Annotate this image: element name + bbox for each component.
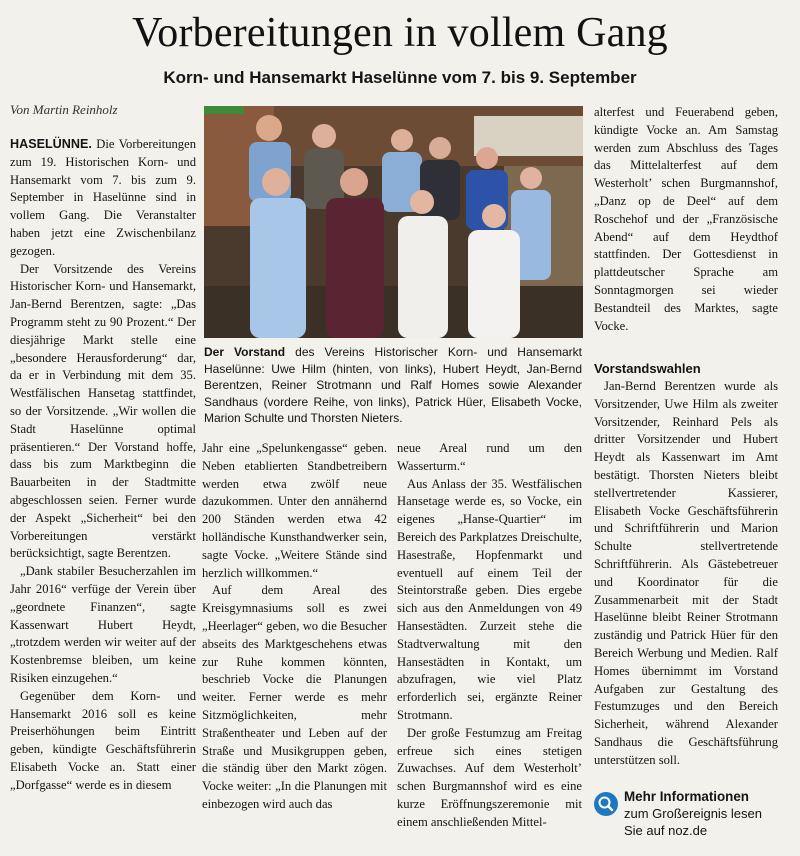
paragraph: Jahr eine „Spelunkengasse“ geben. Neben etablierten Standbetreibern werden etwa zwölf neue dazukommen. Unter den annähernd 200 Ständen werden etwa 42 holländische Kunsthandwerker sein, sagte Vocke. „Weitere Stände sind herzlich willkommen.“ (202, 441, 387, 580)
column-5 (594, 360, 778, 780)
info-title: Mehr Informationen (624, 789, 749, 804)
info-line-1: zum Großereignis lesen (624, 806, 762, 821)
column-3 (397, 440, 582, 848)
paragraph: Jan-Bernd Berentzen wurde als Vorsitzender, Uwe Hilm als zweiter Vorsitzender, Reinhard Pels als dritter Vorsitzender und Hubert Heydt als Kassenwart im Amt bestätigt. Thorsten Nieters bleibt stellvertretender Kassierer, Elisabeth Vocke Geschäftsführerin und Schriftführerin und Marion Schulte stellvertretende Schriftführerin. Als Gästebetreuer und Koordinator für die Zusammenarbeit mit der Stadt Haselünne bleibt Reiner Strotmann zuständig und Patrick Hüer für den Bereich Werbung und Medien. Ralf Homes übernimmt im Vorstand Aufgaben zur Gestaltung des Festumzuges und den Bereich Sicherheit, während Alexander Sandhaus die Geschäftsführung unterstützen soll. (594, 379, 778, 767)
headline: Vorbereitungen in vollem Gang (132, 10, 668, 56)
lead-paragraph (10, 136, 196, 261)
info-line-2[interactable]: Sie auf noz.de (624, 823, 708, 838)
group-photo-image (204, 106, 583, 338)
byline: Von Martin Reinholz (10, 102, 118, 117)
paragraph: Gegenüber dem Korn- und Hansemarkt 2016 soll es keine Preiserhöhungen beim Eintritt geben, kündigte Geschäftsführerin Elisabeth Vocke an. Statt einer „Dorfgasse“ werde es in diesem (10, 688, 196, 792)
caption-text: des Vereins Historischer Korn- und Hansemarkt Haselünne: Uwe Hilm (hinten, von links), Hubert Heydt, Jan-Bernd Berentzen, Reiner Strotmann und Ralf Homes sowie Alexander Sandhaus (vordere Reihe, von links), Patrick Hüer, Elisabeth Vocke, Marion Schulte und Thorsten Nieters. (204, 345, 582, 426)
paragraph: neue Areal rund um den Wasserturm.“ (397, 441, 582, 473)
paragraph: „Dank stabiler Besucherzahlen im Jahr 2016“ verfüge der Verein über „geordnete Finanzen“, sagte Kassenwart Hubert Heydt, „trotzdem werden wir weiter auf der Kostenbremse bleiben, um keine Risiken einzugehen.“ (10, 564, 196, 685)
dateline: HASELÜNNE. (10, 137, 92, 151)
group-photo (204, 106, 583, 338)
column-1 (10, 136, 196, 848)
column-2 (202, 440, 387, 848)
paragraph: Auf dem Areal des Kreisgymnasiums soll es zwei „Heerlager“ geben, wo die Besucher abseits des Marktgeschehens etwas zur Ruhe kommen könnten, beschrieb Vocke die Planungen weiter. Ferner werde es mehr Sitzmöglichkeiten, mehr Straßentheater und Leben auf der Straße und Musikgruppen geben, die ständig über den Markt zögen. Vocke weiter: „In die Planungen mit einbezogen wird auch das (202, 583, 387, 811)
subheading: Vorstandswahlen (594, 361, 701, 376)
column-4 (594, 104, 778, 336)
paragraph: Der große Festumzug am Freitag erfreue sich eines stetigen Zuwachses. Auf dem Westerholt’ schen Burgmannshof wird es eine kurze Eröffnungszeremonie mit einem anschließenden Mittel- (397, 725, 582, 829)
caption-lead: Der Vorstand (204, 345, 286, 359)
photo-caption (204, 344, 582, 427)
paragraph: Aus Anlass der 35. Westfälischen Hansetage werde es, so Vocke, ein eigenes „Hanse-Quartier“ im Bereich des Parkplatzes Dreischulte, Hasestraße, Hopfenmarkt und eventuell auf einem Teil der Steintorstraße geben. Dies ergebe sich aus den Anmeldungen von 49 Hansestädten. Zurzeit stehe die Stadtverwaltung mit den Hansestädten in Kontakt, um abzufragen, wie viel Platz erforderlich sei, ergänzte Reiner Strotmann. (397, 476, 582, 722)
paragraph: alterfest und Feuerabend geben, kündigte Vocke an. Am Samstag werden zum Abschluss des Tages das Mittelalterfest auf dem Westerholt’ schen Burgmannshof, „Danz op de Deel“ auf dem Roschehof und der „Französische Abend“ auf dem Heydthof stattfinden. Der Gottesdienst in plattdeutscher Sprache am Sonntagmorgen sei wieder Bestandteil des Marktes, sagte Vocke. (594, 105, 778, 333)
paragraph: Der Vorsitzende des Vereins Historischer Korn- und Hansemarkt, Jan-Bernd Berentzen, sagte: „Das Programm steht zu 90 Prozent.“ Der diesjährige Markt stelle eine „besondere Herausforderung“ dar, da er in Verbindung mit dem 35. Westfälischen Hansetag stattfindet, so der Vorsitzende. „Wir wollen die Stadt Haselünne optimal präsentieren.“ Der Vorstand hoffe, dass bis zum Marktbeginn die Bauarbeiten in der Stadtmitte abgeschlossen seien. Ferner wurde der Aspekt „Sicherheit“ bei den Vorbereitungen verstärkt berücksichtigt, sagte Berentzen. (10, 261, 196, 561)
info-box[interactable] (594, 788, 784, 838)
lead-text: Die Vorbereitungen zum 19. Historischen Korn- und Hansemarkt vom 7. bis zum 9. September in Haselünne sind in vollem Gang. Die Veranstalter haben jetzt eine Zwischenbilanz gezogen. (10, 137, 196, 258)
subheadline: Korn- und Hansemarkt Haselünne vom 7. bis 9. September (163, 68, 637, 87)
search-icon (594, 792, 618, 816)
